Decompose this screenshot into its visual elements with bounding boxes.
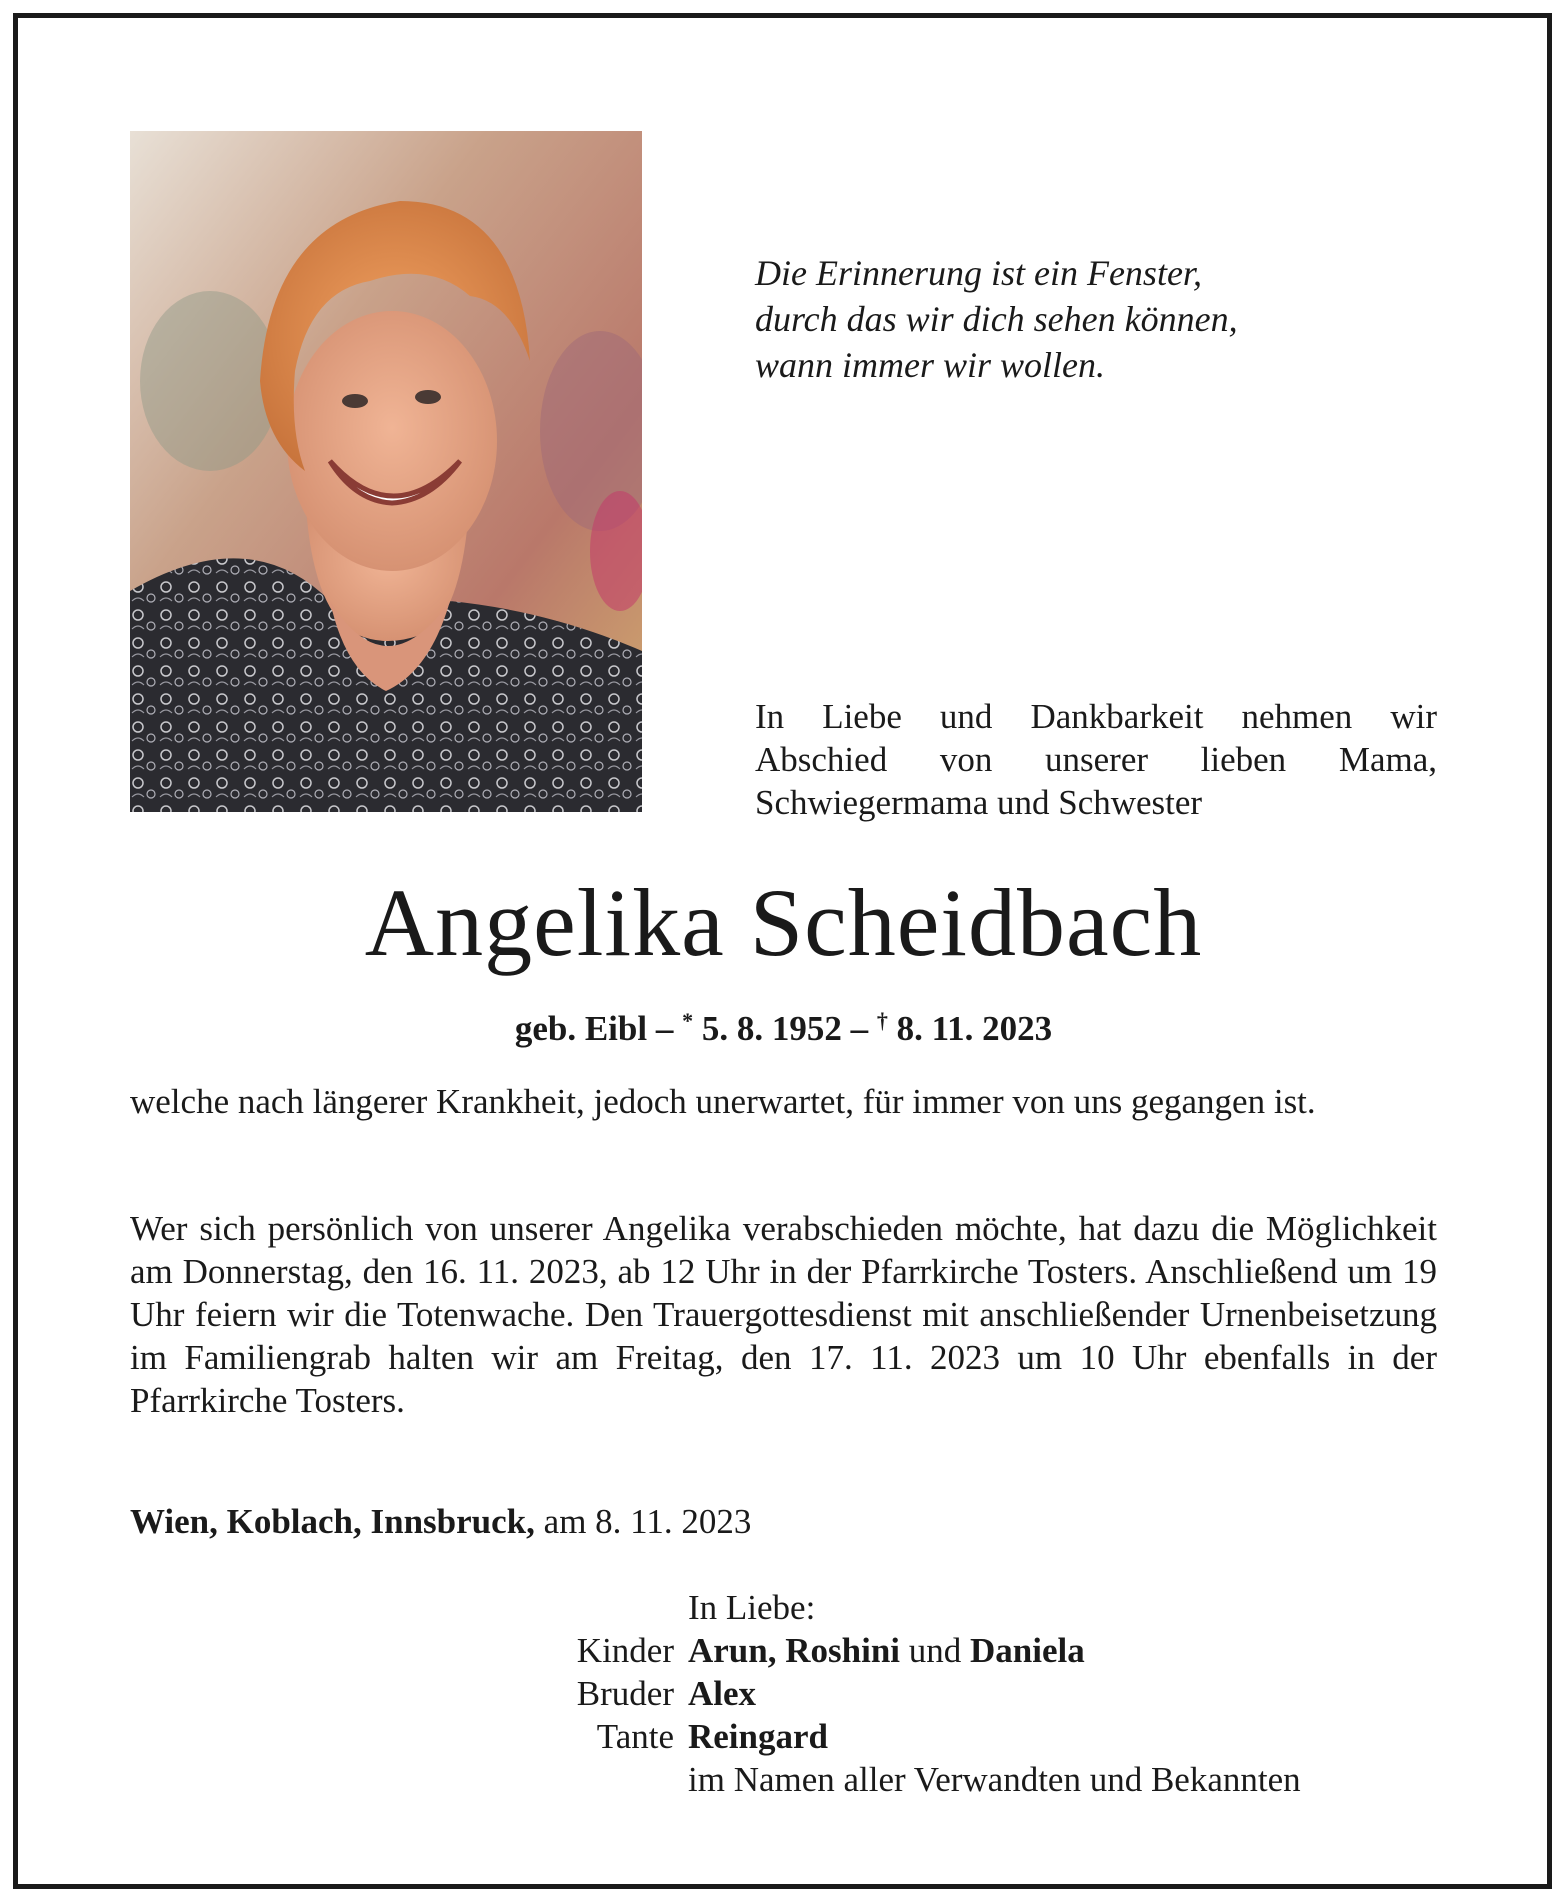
signature-closing: im Namen aller Verwandten und Bekannten [688,1760,1301,1799]
bruder-label: Bruder [576,1674,674,1713]
face [287,311,497,571]
intro-line: Abschied von unserer lieben Mama, [755,740,1437,779]
quote-line: durch das wir dich sehen können, [755,299,1238,339]
tante-name: Reingard [688,1717,828,1756]
paragraph-illness: welche nach längerer Krankheit, jedoch unerwartet, für immer von uns gegangen ist. [130,1082,1316,1121]
kinder-names [688,1629,1085,1672]
quote-line: Die Erinnerung ist ein Fenster, [755,253,1202,293]
signature-heading: In Liebe: [688,1588,816,1627]
paragraph-ceremony: Wer sich persönlich von unserer Angelika verabschieden möchte, hat dazu die Möglichkeit am Donnerstag, den 16. 11. 2023, ab 12 Uhr in der Pfarrkirche Tosters. Anschließend um 19 Uhr feiern wir die Totenwache. Den Trauergottesdienst mit anschließender Urnenbeisetzung im Familiengrab halten wir am Freitag, den 17. 11. 2023 um 10 Uhr ebenfalls in der Pfarrkirche Tosters. [130,1209,1437,1420]
intro-line: In Liebe und Dankbarkeit nehmen wir [755,697,1437,736]
signature-block [0,1586,1567,1801]
life-dates [0,999,1567,1051]
place-cities: Wien, Koblach, Innsbruck, [130,1502,535,1541]
deceased-name: Angelika Scheidbach [364,869,1203,976]
maiden-name: geb. Eibl – [514,1009,674,1048]
death-symbol: † [876,1008,888,1033]
kinder-name-1: Arun, Roshini [688,1631,901,1670]
memorial-quote [755,250,1475,388]
place-and-date [130,1500,751,1544]
quote-line: wann immer wir wollen. [755,345,1106,385]
death-date: 8. 11. 2023 [887,1009,1053,1048]
kinder-name-2: Daniela [970,1631,1085,1670]
birth-date: 5. 8. 1952 – [693,1009,869,1048]
birth-symbol: * [682,1008,694,1033]
kinder-label: Kinder [576,1631,674,1670]
farewell-intro [755,695,1437,824]
tante-label: Tante [596,1717,674,1756]
bruder-name: Alex [688,1674,757,1713]
kinder-and: und [900,1631,971,1670]
portrait-photo [130,131,642,812]
place-date: am 8. 11. 2023 [534,1502,752,1541]
intro-line: Schwiegermama und Schwester [755,783,1203,822]
